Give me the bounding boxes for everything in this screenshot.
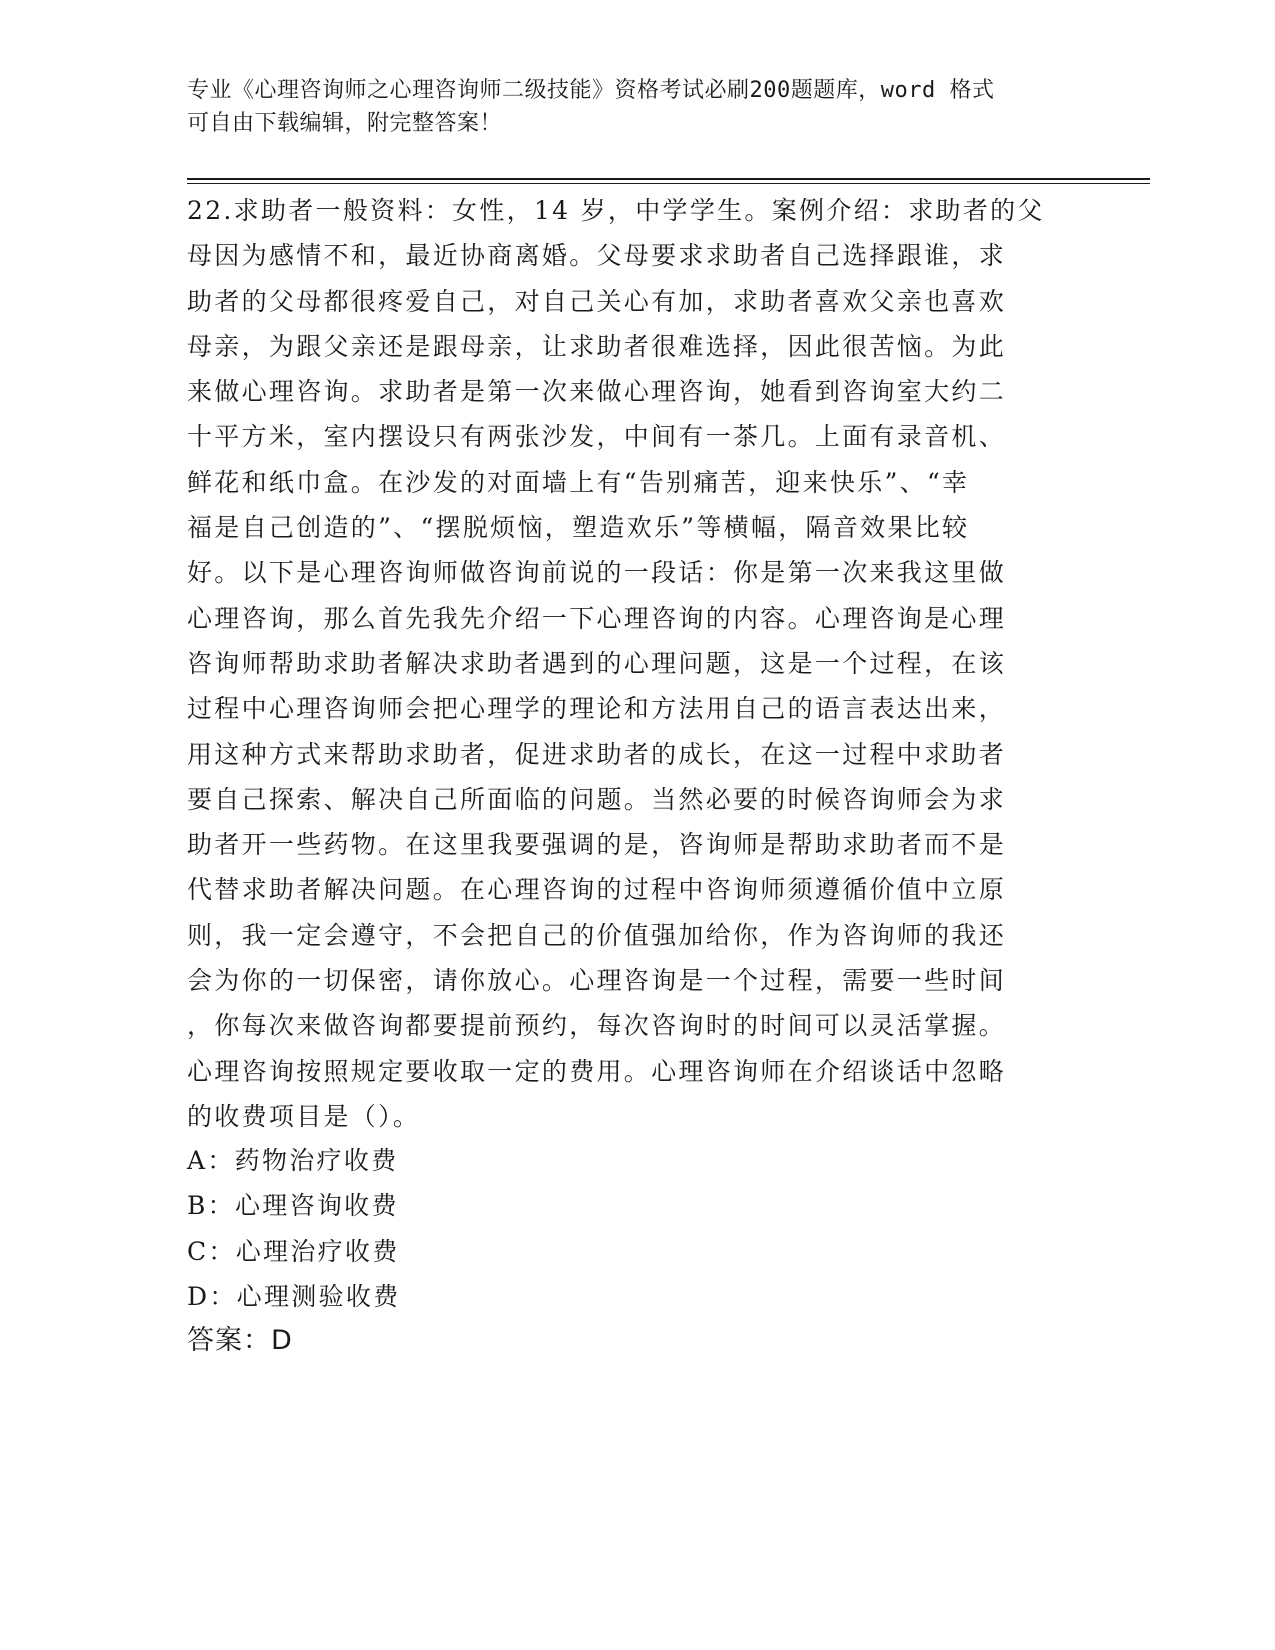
question-line: 用这种方式来帮助求助者，促进求助者的成长，在这一过程中求助者 xyxy=(187,739,1007,769)
page-header xyxy=(187,74,1067,140)
question-line: ，你每次来做咨询都要提前预约，每次咨询时的时间可以灵活掌握。 xyxy=(187,1011,1007,1041)
header-line-1: 专业《心理咨询师之心理咨询师二级技能》资格考试必刷200题题库，word 格式 xyxy=(187,78,995,103)
question-line: 代替求助者解决问题。在心理咨询的过程中咨询师须遵循价值中立原 xyxy=(187,875,1007,905)
question-line: 助者的父母都很疼爱自己，对自己关心有加，求助者喜欢父亲也喜欢 xyxy=(187,286,1007,316)
option-d: D：心理测验收费 xyxy=(187,1281,401,1311)
question-line: 母因为感情不和，最近协商离婚。父母要求求助者自己选择跟谁，求 xyxy=(187,241,1007,271)
question-line: 22.求助者一般资料：女性，14 岁，中学学生。案例介绍：求助者的父 xyxy=(187,196,1045,225)
question-line: 会为你的一切保密，请你放心。心理咨询是一个过程，需要一些时间 xyxy=(187,966,1007,996)
header-divider-thick xyxy=(187,178,1150,180)
header-divider-thin xyxy=(187,183,1150,184)
question-line: 心理咨询按照规定要收取一定的费用。心理咨询师在介绍谈话中忽略 xyxy=(187,1056,1007,1086)
question-line: 助者开一些药物。在这里我要强调的是，咨询师是帮助求助者而不是 xyxy=(187,830,1007,860)
question-line: 过程中心理咨询师会把心理学的理论和方法用自己的语言表达出来， xyxy=(187,694,1007,724)
option-a: A：药物治疗收费 xyxy=(187,1146,399,1175)
question-line: 福是自己创造的”、“摆脱烦恼，塑造欢乐”等横幅，隔音效果比较 xyxy=(187,513,970,543)
answer-options xyxy=(187,1138,400,1319)
question-stem xyxy=(187,188,1087,1139)
question-line: 要自己探索、解决自己所面临的问题。当然必要的时候咨询师会为求 xyxy=(187,784,1007,814)
question-line: 来做心理咨询。求助者是第一次来做心理咨询，她看到咨询室大约二 xyxy=(187,377,1007,407)
header-line-2: 可自由下载编辑，附完整答案！ xyxy=(187,111,503,136)
option-c: C：心理治疗收费 xyxy=(187,1236,400,1266)
question-line: 十平方米，室内摆设只有两张沙发，中间有一茶几。上面有录音机、 xyxy=(187,422,1007,452)
question-line: 则，我一定会遵守，不会把自己的价值强加给你，作为咨询师的我还 xyxy=(187,920,1007,950)
option-b: B：心理咨询收费 xyxy=(187,1191,399,1221)
question-line: 鲜花和纸巾盒。在沙发的对面墙上有“告别痛苦，迎来快乐”、“幸 xyxy=(187,467,970,497)
question-line: 心理咨询，那么首先我先介绍一下心理咨询的内容。心理咨询是心理 xyxy=(187,603,1007,633)
question-line: 的收费项目是（）。 xyxy=(187,1101,421,1131)
answer-key: 答案：D xyxy=(187,1325,293,1356)
question-line: 咨询师帮助求助者解决求助者遇到的心理问题，这是一个过程，在该 xyxy=(187,648,1007,678)
question-line: 母亲，为跟父亲还是跟母亲，让求助者很难选择，因此很苦恼。为此 xyxy=(187,331,1007,361)
question-line: 好。以下是心理咨询师做咨询前说的一段话：你是第一次来我这里做 xyxy=(187,558,1007,588)
